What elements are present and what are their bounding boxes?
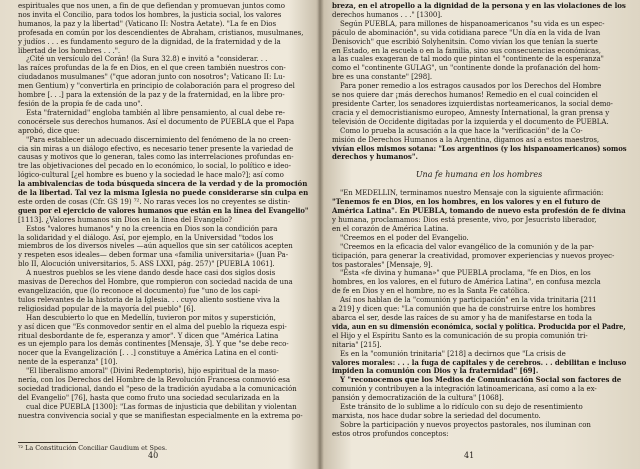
text-line: Esta "fraternidad" engloba también al libre pensamiento, al cual debe re- xyxy=(26,108,285,117)
page-number-left: 40 xyxy=(148,451,159,460)
text-line: en el corazón de América Latina. xyxy=(332,224,449,233)
text-line: la solidaridad y el diálogo. Así, por ejemplo, en la Universidad "todos los xyxy=(18,233,274,242)
text-line: la ambivalencias de toda búsqueda sincera de la verdad y de la promoción xyxy=(18,180,308,189)
text-line: lógico-cultural [¿el hombre es bueno y la sociedad le hace malo?]; así como xyxy=(18,171,284,180)
text-line: miembros de los diversos niveles —aún aquellos que sin ser católicos acepten xyxy=(18,242,293,251)
text-line: comunión y contribuyen a la integración latinoamericana, así como a la ex- xyxy=(332,385,597,394)
text-line: de fe en Dios y en el hombre, no es la Santa Fe católica. xyxy=(332,287,530,296)
text-line: "Creemos en el poder del Evangelio. xyxy=(340,233,469,242)
text-line: marxista, nos hace dudar sobre la seriedad del documento. xyxy=(332,411,541,420)
text-line: cia sin miras a un diálogo efectivo, es necesario tener presente la variedad de xyxy=(18,144,294,153)
text-line: América Latina". En PUEBLA, tomando de nuevo esta profesión de fe divina xyxy=(332,206,626,216)
text-line: espirituales que nos unen, a fin de que defiendan y promuevan juntos como xyxy=(18,2,285,10)
text-line: ritual desbordante de fe, esperanza y amor". Y dicen que "América Latina xyxy=(18,331,279,340)
text-line: nocer que la Evangelización [. . .] constituye a América Latina en el conti- xyxy=(18,349,279,358)
text-line: Según PUEBLA, para millones de hispanoamericanos "su vida es un espec- xyxy=(340,19,605,28)
text-line: evangelización, que (lo reconoce el documento) fue "uno de los capi- xyxy=(18,287,261,295)
text-line: masivas de Derechos del Hombre, que rompieron con sociedad nacida de una xyxy=(18,278,293,287)
text-line: libertad de los hombres . . .". xyxy=(18,46,121,55)
text-line: Estos "valores humanos" y no la creencia en Dios son la condición para xyxy=(26,224,278,233)
text-line: fesión de la propia fe de cada uno". xyxy=(18,99,143,108)
text-line: del Evangelio" [76], hasta que como fruto una sociedad secularizada en la xyxy=(18,393,280,402)
text-line: "Esta «fe divina y humana»" que PUEBLA proclama, "fe en Dios, en los xyxy=(340,269,591,278)
text-line: blo II, Alocución universitarios, 5. ASS LXXI, pág. 257)" [PUEBLA 1061]. xyxy=(18,260,275,269)
text-line: Así nos hablan de la "comunión y participación" en la vida trinitaria [211 xyxy=(340,296,597,305)
text-line: "Creemos en la eficacia del valor evangélico de la comunión y de la par- xyxy=(340,242,595,251)
right-page-bottom-text xyxy=(332,189,626,438)
text-line: nente de la esperanza" [10]. xyxy=(18,358,118,367)
text-line: aprobó, dice que: xyxy=(18,126,80,135)
text-line: sociedad tradicional, dando el "peso de la tradición ayudaba a la comunicación xyxy=(18,384,297,393)
left-page-text xyxy=(18,2,308,421)
text-line: nería, con los Derechos del Hombre de la Revolución Francesa conmovió esa xyxy=(18,376,291,385)
text-line: Han descubierto lo que en Medellín, tuvieron por mitos y superstición, xyxy=(26,313,276,322)
text-line: televisión de Occidente digitadas por la izquierda y el documento de PUEBLA. xyxy=(332,117,609,126)
text-line: páculo de abominación", su vida cotidiana parece "Un día en la vida de Ivan xyxy=(332,28,601,37)
text-line: vivían ellos mismos sotana: "Los argentinos (y los hispanoamericanos) somos xyxy=(332,143,627,153)
text-line: cracia y el democristianismo europeo, Amnesty International, la gran prensa y xyxy=(332,108,610,117)
text-line: causas y motivos que lo generan, tales como las interrelaciones profundas en- xyxy=(18,153,294,162)
text-line: de la libertad. Tal vez la misma Iglesia no puede considerarse sin culpa en xyxy=(18,189,308,198)
text-line: Como lo prueba la acusación a la que hace la "verificación" de la Co- xyxy=(340,126,583,135)
text-line: "El liberalismo amoral" (Divini Redemptoris), hijo espiritual de la maso- xyxy=(26,367,279,376)
text-line: nitaria" [215]. xyxy=(332,340,382,349)
text-line: [1113]. ¿Valores humanos sin Dios en la línea del Evangelio? xyxy=(18,215,233,224)
footnote: ⁷² La Constitución Conciliar Gaudium et Spes. xyxy=(18,444,168,452)
text-line: nuestra convivencia social y que se manifiestan especialmente en la extrema po- xyxy=(18,411,303,420)
text-line: hombres, en los valores, en el futuro de América Latina", en confusa mezcla xyxy=(332,278,601,287)
text-line: Sobre la participación y nuevos proyectos pastorales, nos iluminan con xyxy=(340,420,591,429)
text-line: abarca el ser, desde las raíces de su amor y ha de manifestarse en toda la xyxy=(332,314,592,322)
text-line: impiden la comunión con Dios y la fraternidad" [69]. xyxy=(332,367,539,376)
text-line: "En MEDELLIN, terminamos nuestro Mensaje con la siguiente afirmación: xyxy=(340,189,604,198)
text-line: hombre [. . .] para la extensión de la paz y de la fraternidad, en la libre pro- xyxy=(18,91,285,100)
right-page-top-text xyxy=(332,2,626,162)
text-line: y respeten esos ideales— deben formar una «familia universitaria» (Juan Pa- xyxy=(18,251,289,260)
text-line: este orden de cosas (Cfr. GS 19) ⁷². No raras veces los no creyentes se distin- xyxy=(18,197,291,206)
text-line: Denisovich" que escribió Solyhenitsin. Como vivían los que tenían la suerte xyxy=(332,37,598,46)
text-line: Para poner remedio a los estragos causados por los Derechos del Hombre xyxy=(340,82,602,91)
text-line: ticipación, para generar la creatividad, promover experiencias y nuevos proyec- xyxy=(332,251,615,260)
text-line: "Para establecer un adecuado discernimiento del fenómeno de la no creen- xyxy=(26,135,291,144)
text-line: en Estado, en la escuela o en la familia, sino sus consecuencias económicas, xyxy=(332,46,601,55)
text-line: Y "reconocemos que los Medios de Comunicación Social son factores de xyxy=(340,376,622,385)
text-line: tre las objetivaciones del pecado en lo económico, lo social, lo político e ideo- xyxy=(18,162,291,171)
text-line: presidente Carter, los senadores izquierdistas norteamericanos, la social demo- xyxy=(332,99,613,108)
text-line: guen por el ejercicio de valores humanos que están en la línea del Evangelio" xyxy=(18,205,309,215)
text-line: es un ejemplo para los demás continentes [Mensaje, 3]. Y que "se debe reco- xyxy=(18,340,289,349)
right-page-text xyxy=(332,2,626,439)
left-page xyxy=(0,0,318,469)
text-line: breza, en el atropello a la dignidad de la persona y en las violaciones de los xyxy=(332,2,626,10)
text-line: como el "continente GULAG", un "continente donde la profanación del hom- xyxy=(332,64,601,73)
text-line: a 219] y dicen que: "La comunión que ha de construirse entre los hombres xyxy=(332,305,596,314)
text-line: bre es una constante" [298]. xyxy=(332,73,433,82)
footnote-rule xyxy=(18,442,78,443)
text-line: nos invita el Concilio, para todos los hombres, la justicia social, los valores xyxy=(18,10,282,19)
text-line: vida, aun en su dimensión económica, social y política. Producida por el Padre, xyxy=(332,321,626,331)
text-line: tulos relevantes de la historia de la Iglesia. . . cuyo aliento sostiene viva la xyxy=(18,295,280,304)
text-line: y humana, proclamamos: Dios está presente, vivo, por Jesucristo liberador, xyxy=(332,216,597,225)
text-line: estos otros profundos conceptos: xyxy=(332,429,449,438)
text-line: misión de Derechos Humanos a la Argentina, digamos así a estos maestros, xyxy=(332,135,600,144)
text-line: Este tránsito de lo sublime a lo ridículo con su dejo de resentimiento xyxy=(340,403,583,412)
text-line: "Tenemos fe en Dios, en los hombres, en los valores y en el futuro de xyxy=(332,198,601,207)
text-line: ciudadanos musulmanes" ("que adoran junto con nosotros"; Vaticano II: Lu- xyxy=(18,73,286,82)
text-line: conocérsele sus derechos humanos. Así el documento de PUEBLA que el Papa xyxy=(18,117,295,126)
text-line: valores morales: . . . la fuga de capitales y de cerebros. . . debilitan e incluso xyxy=(332,357,627,367)
right-page xyxy=(322,0,640,469)
text-line: religiosidad popular de la mayoría del pueblo" [6]. xyxy=(18,304,196,313)
text-line: cual dice PUEBLA [1300]: "Las formas de injusticia que debilitan y violentan xyxy=(26,402,297,411)
section-heading: Una fe humana en los hombres xyxy=(415,170,543,180)
text-line: men Gentium) y "convertirla en principio de colaboración para el progreso del xyxy=(18,82,295,91)
text-line: las raíces profundas de la fe en Dios, en el que creen también nuestros con- xyxy=(18,64,286,73)
text-line: se nos quiere dar ¡más derechos humanos! Remedio en el cual coinciden el xyxy=(332,91,598,100)
text-line: derechos humanos . . ." [1300]. xyxy=(332,10,443,19)
text-line: y judíos . . . es fundamento seguro de la dignidad, de la fraternidad y de la xyxy=(18,37,281,46)
text-line: pansión y democratización de la cultura" [1068]. xyxy=(332,394,504,403)
text-line: humanos, la paz y la libertad" (Vaticano II: Nostra Aetate). "La fe en Dios xyxy=(18,19,277,28)
text-line: derechos y humanos". xyxy=(332,153,418,162)
text-line: Es en la "comunión trinitaria" [218] a decirnos que "La crisis de xyxy=(340,349,566,358)
text-line: profesada en común por los descendientes de Abraham, cristianos, musulmanes, xyxy=(18,28,304,37)
text-line: el Hijo y el Espíritu Santo es la comunicación de su propia comunión tri- xyxy=(332,331,588,340)
text-line: ¿Cité un versículo del Corán! (la Sura 32.8) e invitó a "considerar. . . xyxy=(26,55,268,64)
text-line: y así dicen que "Es conmovedor sentir en el alma del pueblo la riqueza espi- xyxy=(18,322,287,331)
text-line: a las cuales exageran de tal modo que pintan el "continente de la esperanza" xyxy=(332,55,604,64)
page-number-right: 41 xyxy=(464,451,475,460)
text-line: tos pastorales" [Mensaje, 9]. xyxy=(332,260,433,269)
text-line: A nuestros pueblos se les viene dando desde hace casi dos siglos dosis xyxy=(26,269,276,278)
